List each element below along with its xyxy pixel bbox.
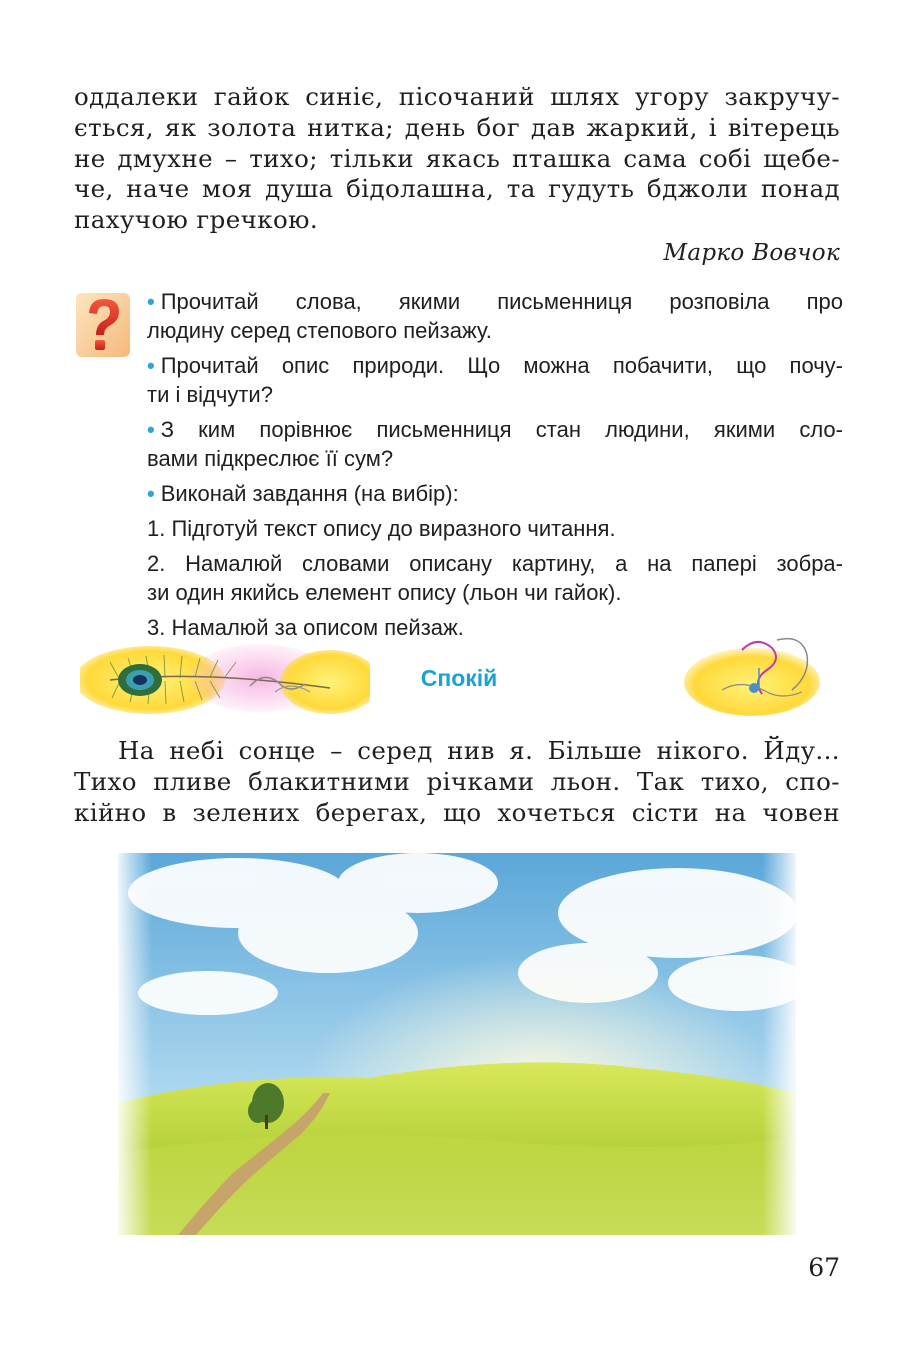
question-item: • Виконай завдання (на вибір): xyxy=(147,481,459,506)
page-number: 67 xyxy=(808,1253,840,1282)
question-mark-icon xyxy=(76,293,130,357)
bullet-icon: • xyxy=(147,353,155,378)
question-item: • З ким порівнює письменниця стан людини, якими сло- вами підкреслює її сум? xyxy=(147,417,843,471)
text-line: кійно в зелених берегах, що хочеться сісти на човен xyxy=(74,797,840,827)
bullet-icon: • xyxy=(147,417,155,442)
text-line: оддалеки гайок синіє, пісочаний шлях угору закручу- xyxy=(74,82,840,111)
prose-bottom xyxy=(74,736,840,828)
questions-block xyxy=(147,287,843,642)
question-item: • Прочитай опис природи. Що можна побачити, що почу- ти і відчути? xyxy=(147,353,843,407)
author-name: Марко Вовчок xyxy=(663,240,840,266)
text-line: пахучою гречкою. xyxy=(74,205,319,235)
landscape-field-road-icon xyxy=(118,853,796,1235)
bullet-icon: • xyxy=(147,481,155,506)
bullet-icon: • xyxy=(147,289,155,314)
text-line: че, наче моя душа бідолашна, та гудуть бджоли понад xyxy=(74,174,840,204)
music-note-swirl-icon xyxy=(682,630,832,720)
section-title: Спокій xyxy=(420,665,498,691)
task-item: 3. Намалюй за описом пейзаж. xyxy=(147,615,464,640)
text-line: На небі сонце – серед нив я. Більше нікого. Йду... xyxy=(118,736,840,765)
text-line: ється, як золота нитка; день бог дав жаркий, і вітерець xyxy=(74,112,840,142)
task-item: 1. Підготуй текст опису до виразного читання. xyxy=(147,516,616,541)
text-line: Тихо пливе блакитними річками льон. Так тихо, спо- xyxy=(74,766,840,796)
text-line: не дмухне – тихо; тільки якась пташка сама собі щебе- xyxy=(74,143,840,173)
question-item: • Прочитай слова, якими письменниця розповіла про людину серед степового пейзажу. xyxy=(147,289,843,343)
task-item: 2. Намалюй словами описану картину, а на папері зобра- зи один якийсь елемент опису (льон чи гайок). xyxy=(147,551,843,605)
prose-top xyxy=(74,82,840,236)
